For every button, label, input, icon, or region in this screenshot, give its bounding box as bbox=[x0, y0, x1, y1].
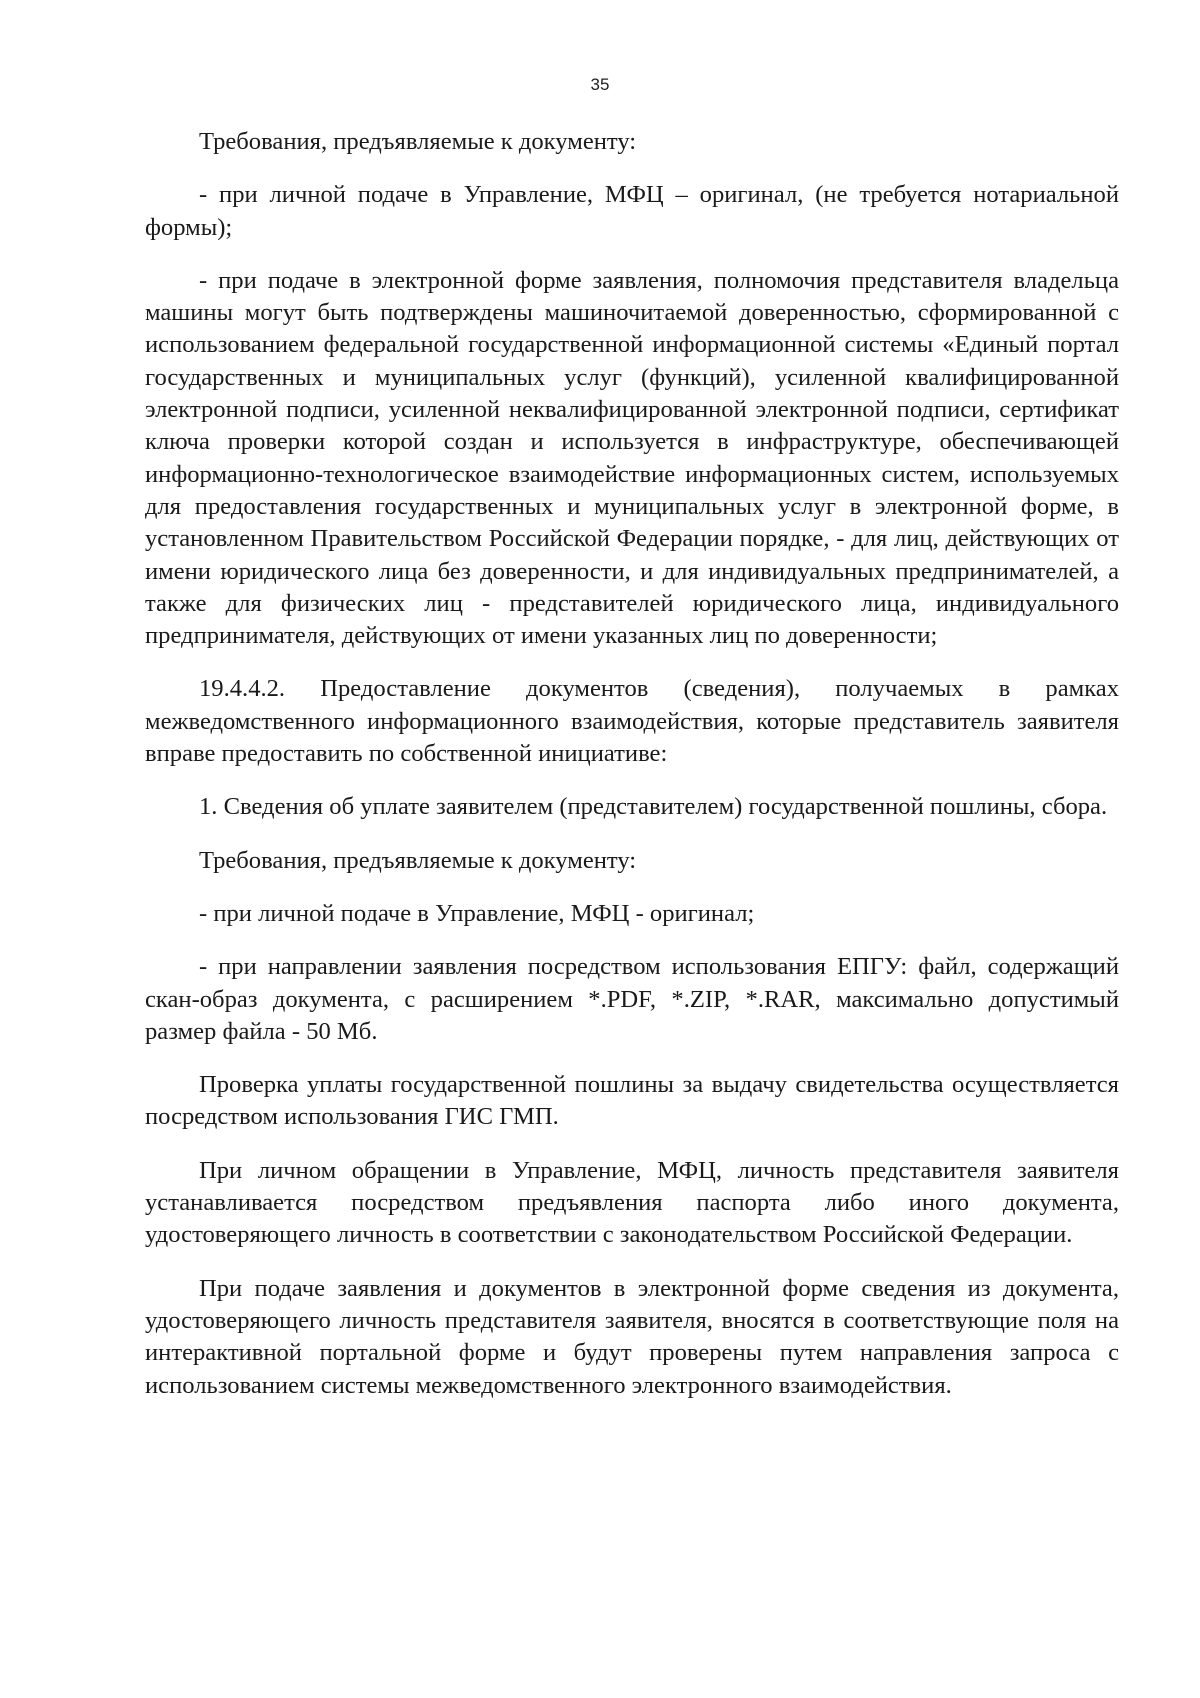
paragraph-personal-submission-original: - при личной подаче в Управление, МФЦ - оригинал; bbox=[199, 899, 755, 927]
document-body bbox=[145, 126, 1119, 1423]
paragraph-epgu-file: - при направлении заявления посредством использования ЕПГУ: файл, содержащий скан-образ документа, с расширением *.PDF, *.ZIP, *.RAR, максимально допустимый размер файла - 50 Мб. bbox=[145, 953, 1119, 1045]
page-number: 35 bbox=[590, 75, 610, 94]
paragraph-fee-payment-info: 1. Сведения об уплате заявителем (представителем) государственной пошлины, сбора. bbox=[199, 793, 1108, 821]
paragraph-requirements-heading-2: Требования, предъявляемые к документу: bbox=[199, 846, 637, 874]
paragraph-identity-electronic: При подаче заявления и документов в электронной форме сведения из документа, удостоверяющего личность представителя заявителя, вносятся в соответствующие поля на интерактивной портальной форме и будут проверены путем направления запроса с использованием системы межведомственного электронного взаимодействия. bbox=[145, 1274, 1119, 1399]
paragraph-fee-verification: Проверка уплаты государственной пошлины за выдачу свидетельства осуществляется посредством использования ГИС ГМП. bbox=[145, 1071, 1119, 1131]
paragraph-identity-personal: При личном обращении в Управление, МФЦ, личность представителя заявителя устанавливается посредством предъявления паспорта либо иного документа, удостоверяющего личность в соответствии с законодательством Российской Федерации. bbox=[145, 1156, 1119, 1249]
paragraph-personal-submission: - при личной подаче в Управление, МФЦ – оригинал, (не требуется нотариальной формы); bbox=[145, 181, 1119, 241]
paragraph-requirements-heading: Требования, предъявляемые к документу: bbox=[199, 128, 637, 155]
paragraph-section-19-4-4-2: 19.4.4.2. Предоставление документов (сведения), получаемых в рамках межведомственного информационного взаимодействия, которые представитель заявителя вправе предоставить по собственной инициативе: bbox=[145, 675, 1119, 768]
paragraph-electronic-powers: - при подаче в электронной форме заявления, полномочия представителя владельца машины могут быть подтверждены машиночитаемой доверенностью, сформированной с использованием федеральной государственной информационной системы «Единый портал государственных и муниципальных услуг (функций), усиленной квалифицированной электронной подписи, усиленной неквалифицированной электронной подписи, сертификат ключа проверки которой создан и используется в инфраструктуре, обеспечивающей информационно-технологическое взаимодействие информационных систем, используемых для предоставления государственных и муниципальных услуг в электронной форме, в установленном Правительством Российской Федерации порядке, - для лиц, действующих от имени юридического лица без доверенности, и для индивидуальных предпринимателей, а также для физических лиц - представителей юридического лица, индивидуального предпринимателя, действующих от имени указанных лиц по доверенности; bbox=[145, 266, 1119, 650]
